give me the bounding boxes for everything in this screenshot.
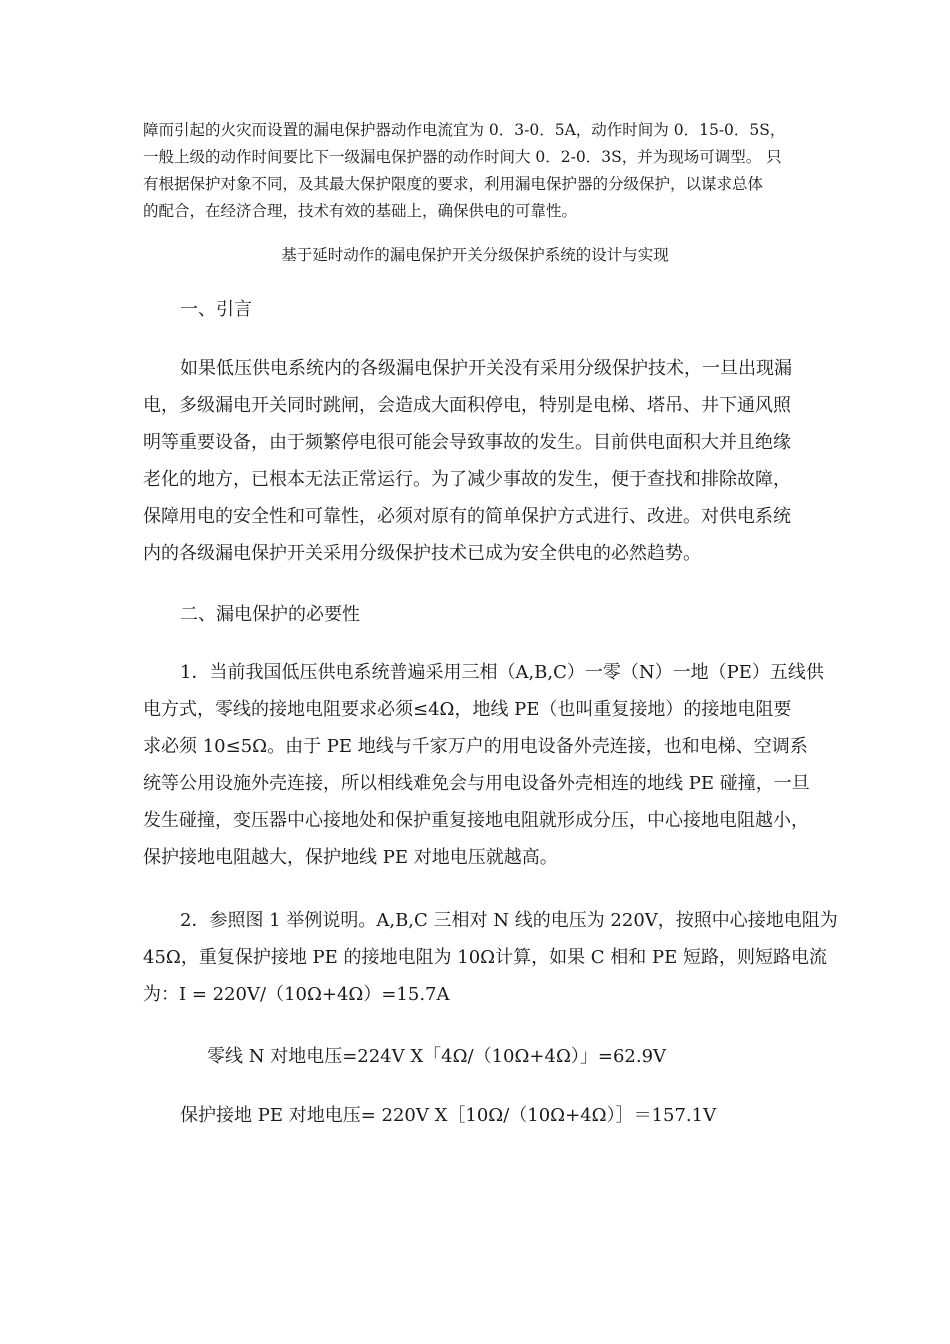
text-line: 统等公用设施外壳连接，所以相线难免会与用电设备外壳相连的地线 PE 碰撞，一旦 xyxy=(143,773,810,794)
text-line: 保护接地电阻越大，保护地线 PE 对地电压就越高。 xyxy=(143,847,558,868)
text-line: 一般上级的动作时间要比下一级漏电保护器的动作时间大 0．2-0．3S，并为现场可调型。 只 xyxy=(143,148,782,166)
text-line: 的配合，在经济合理，技术有效的基础上，确保供电的可靠性。 xyxy=(143,202,578,220)
text-line: 电，多级漏电开关同时跳闸，会造成大面积停电，特别是电梯、塔吊、井下通风照 xyxy=(143,395,791,416)
text-line: 障而引起的火灾而设置的漏电保护器动作电流宜为 0．3-0．5A，动作时间为 0．15-0．5S， xyxy=(143,121,786,139)
article-title: 基于延时动作的漏电保护开关分级保护系统的设计与实现 xyxy=(281,246,669,264)
text-line: 老化的地方，已根本无法正常运行。为了减少事故的发生，便于查找和排除故障， xyxy=(143,469,791,490)
text-line: 保障用电的安全性和可靠性，必须对原有的简单保护方式进行、改进。对供电系统 xyxy=(143,506,791,527)
text-line: 如果低压供电系统内的各级漏电保护开关没有采用分级保护技术，一旦出现漏 xyxy=(180,358,792,379)
text-line: 45Ω，重复保护接地 PE 的接地电阻为 10Ω计算，如果 C 相和 PE 短路，则短路电流 xyxy=(143,947,827,968)
text-line: 明等重要设备，由于频繁停电很可能会导致事故的发生。目前供电面积大并且绝缘 xyxy=(143,432,791,453)
text-line: 内的各级漏电保护开关采用分级保护技术已成为安全供电的必然趋势。 xyxy=(143,543,701,564)
formula-line: 保护接地 PE 对地电压= 220V X［10Ω/（10Ω+4Ω）］＝157.1V xyxy=(180,1105,717,1126)
text-line: 1．当前我国低压供电系统普遍采用三相（A,B,C）一零（N）一地（PE）五线供 xyxy=(180,662,824,683)
section-heading: 一、引言 xyxy=(180,299,252,320)
text-line: 求必须 10≤5Ω。由于 PE 地线与千家万户的用电设备外壳连接，也和电梯、空调系 xyxy=(143,736,808,757)
text-line: 为：I = 220V/（10Ω+4Ω）=15.7A xyxy=(143,984,450,1005)
section-heading: 二、漏电保护的必要性 xyxy=(180,604,360,625)
text-line: 有根据保护对象不同，及其最大保护限度的要求，利用漏电保护器的分级保护，以谋求总体 xyxy=(143,175,764,193)
text-line: 2．参照图 1 举例说明。A,B,C 三相对 N 线的电压为 220V，按照中心接地电阻为 xyxy=(180,910,838,931)
text-line: 电方式，零线的接地电阻要求必须≤4Ω，地线 PE（也叫重复接地）的接地电阻要 xyxy=(143,699,792,720)
formula-line: 零线 N 对地电压=224V X「4Ω/（10Ω+4Ω）」=62.9V xyxy=(207,1046,667,1067)
text-line: 发生碰撞，变压器中心接地处和保护重复接地电阻就形成分压，中心接地电阻越小， xyxy=(143,810,809,831)
